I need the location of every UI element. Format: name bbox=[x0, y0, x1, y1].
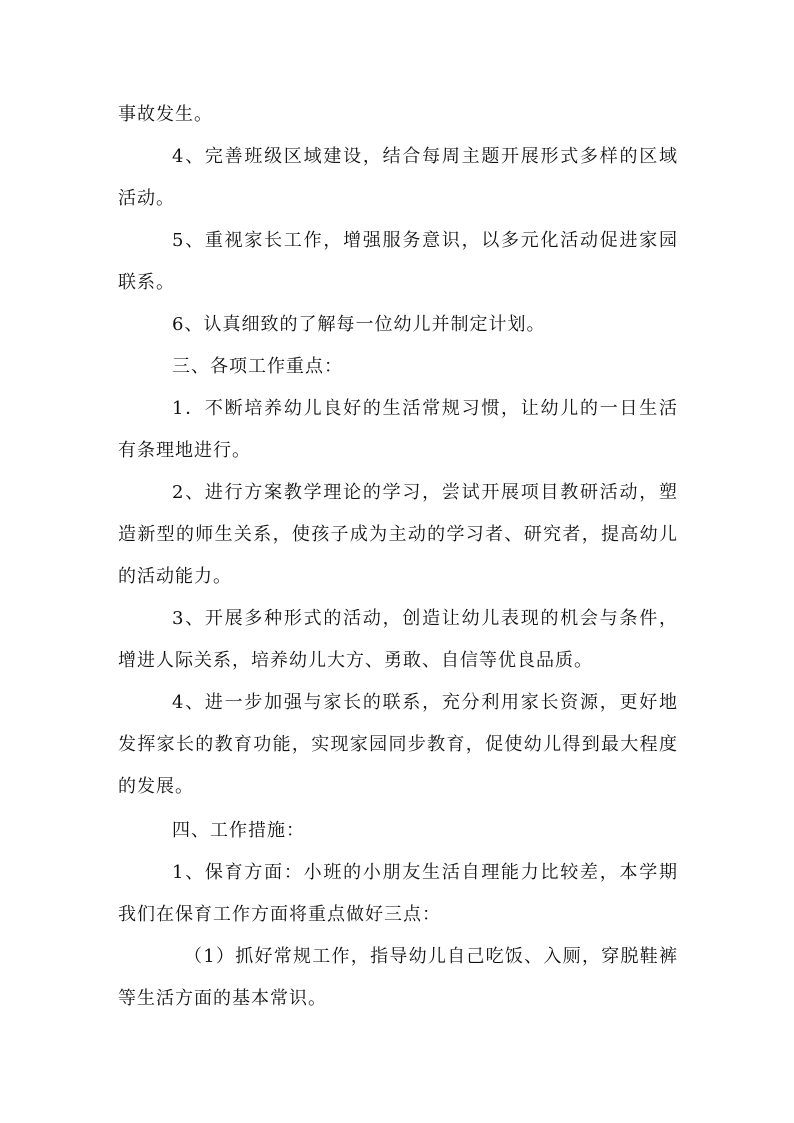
section-heading-measures: 四、工作措施： bbox=[172, 820, 305, 841]
paragraph-item-5-parent-work: 5、重视家长工作，增强服务意识，以多元化活动促进家园联系。 bbox=[118, 230, 678, 293]
paragraph-item-4-area-building: 4、完善班级区域建设，结合每周主题开展形式多样的区域活动。 bbox=[118, 146, 678, 209]
paragraph-item-6-understand-children: 6、认真细致的了解每一位幼儿并制定计划。 bbox=[172, 314, 546, 335]
paragraph-key-point-4: 4、进一步加强与家长的联系，充分利用家长资源，更好地发挥家长的教育功能，实现家园同步教育，促使幼儿得到最大程度的发展。 bbox=[118, 692, 678, 797]
paragraph-measure-1-care: 1、保育方面：小班的小朋友生活自理能力比较差，本学期我们在保育工作方面将重点做好三点： bbox=[118, 862, 678, 925]
paragraph-measure-1-sub-1: （1）抓好常规工作，指导幼儿自己吃饭、入厕，穿脱鞋裤等生活方面的基本常识。 bbox=[118, 946, 678, 1009]
paragraph-key-point-1: 1．不断培养幼儿良好的生活常规习惯，让幼儿的一日生活有条理地进行。 bbox=[118, 398, 678, 461]
section-heading-key-points: 三、各项工作重点： bbox=[172, 356, 343, 377]
paragraph-continuation: 事故发生。 bbox=[118, 104, 213, 125]
paragraph-key-point-3: 3、开展多种形式的活动，创造让幼儿表现的机会与条件，增进人际关系，培养幼儿大方、勇敢、自信等优良品质。 bbox=[118, 608, 678, 671]
paragraph-key-point-2: 2、进行方案教学理论的学习，尝试开展项目教研活动，塑造新型的师生关系，使孩子成为主动的学习者、研究者，提高幼儿的活动能力。 bbox=[118, 482, 678, 587]
document-body bbox=[118, 94, 678, 1020]
